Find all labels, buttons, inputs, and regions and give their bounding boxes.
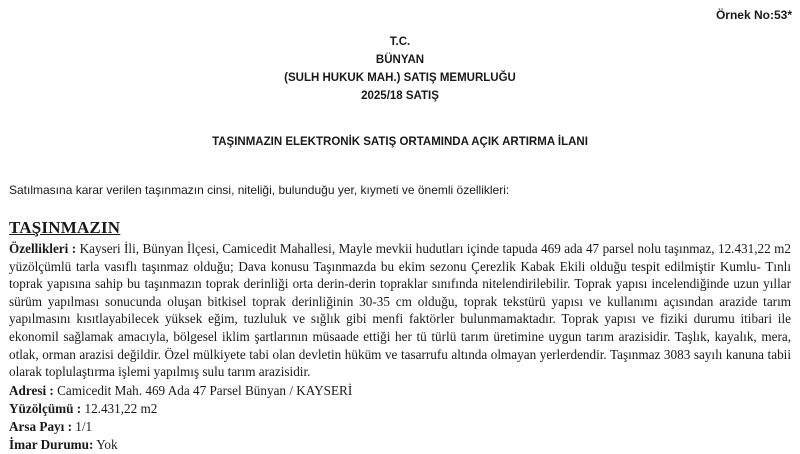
- address-label: Adresi :: [9, 383, 54, 398]
- address-value: Camicedit Mah. 469 Ada 47 Parsel Bünyan / KAYSERİ: [57, 383, 353, 398]
- share-label: Arsa Payı :: [9, 419, 72, 434]
- zoning-label: İmar Durumu:: [9, 437, 94, 452]
- intro-text: Satılmasına karar verilen taşınmazın cinsi, niteliği, bulunduğu yer, kıymeti ve önemli özellikleri:: [9, 183, 510, 197]
- features-text: Kayseri İli, Bünyan İlçesi, Camicedit Mahallesi, Mayle mevkii hudutları içinde tapuda 469 ada 47 parsel nolu taşınmaz, 12.431,22 m2 yüzölçümlü tarla vasıflı taşınmaz olduğu; Dava konusu Taşınmazda bu ekim sezonu Çerezlik Kabak Ekili olduğu tespit edilmiştir Kumlu- Tınlı toprak yapısına sahip bu taşınmazın toprak derinliği orta derin-derin topraklar sınıfında nitelendirilebilir. Toprak yapısı incelendiğinde uzun yıllar sürüm yapılması sonucunda oluşan bitkisel toprak derinliğinin 30-35 cm olduğu, toprak tekstürü yapısı ve kullanımı açısından arazide tarım yapılmasını kısıtlayabilecek yüksek eğim, tuzluluk ve sığlık gibi menfi faktörler bulunmamaktadır. Toprak yapısı ve fiziki durumu itibari ile ekonomil sağlamak amacıyla, bölgesel iklim şartlarının müsaade ettiği her tü türlü tarım üretimine uygun tarım arazisidir. Taşlık, kayalık, mera, otlak, orman arazisi değildir. Özel mülkiyete tabi olan devletin hüküm ve tasarrufu altında olmayan yerlerdendir. Taşınmaz 3083 sayılı kanuna tabii olarak toplulaştırma işlemi yapılmış sulu tarım arazisidir.: [9, 241, 792, 380]
- zoning-value: Yok: [96, 437, 118, 452]
- sample-number: Örnek No:53*: [715, 8, 792, 22]
- address-row: [9, 382, 352, 400]
- notice-title: TAŞINMAZIN ELEKTRONİK SATIŞ ORTAMINDA AÇIK ARTIRMA İLANI: [212, 136, 588, 148]
- area-value: 12.431,22 m2: [84, 401, 158, 416]
- zoning-row: [9, 436, 118, 454]
- section-title: TAŞINMAZIN: [9, 218, 121, 237]
- share-row: [9, 418, 92, 436]
- header-country: T.C.: [389, 36, 411, 48]
- share-value: 1/1: [75, 419, 93, 434]
- header-file-number: 2025/18 SATIŞ: [361, 90, 439, 102]
- features-label: Özellikleri :: [9, 241, 77, 256]
- office-header: [0, 33, 800, 105]
- area-label: Yüzölçümü :: [9, 401, 82, 416]
- header-office: (SULH HUKUK MAH.) SATIŞ MEMURLUĞU: [284, 72, 516, 84]
- area-row: [9, 400, 157, 418]
- header-district: BÜNYAN: [375, 54, 425, 66]
- property-features: [9, 240, 791, 381]
